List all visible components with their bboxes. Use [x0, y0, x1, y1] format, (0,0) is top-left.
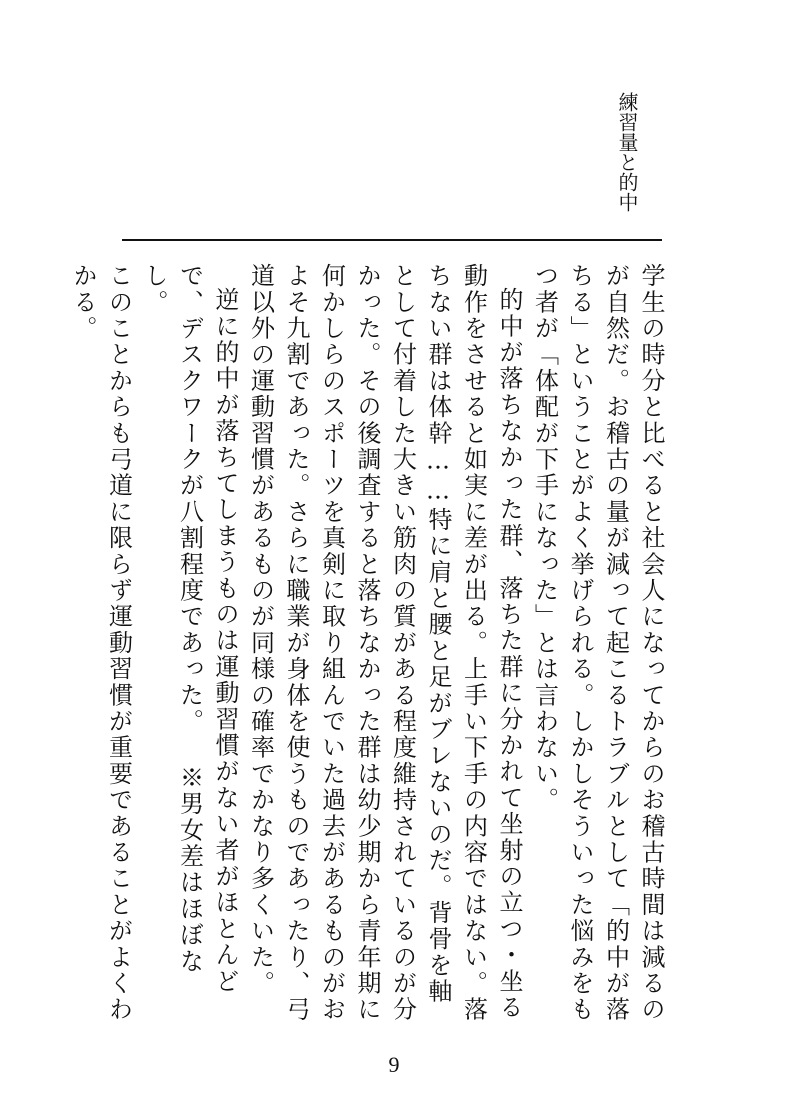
running-head: 練習量と的中	[615, 92, 639, 212]
paragraph-1: 学生の時分と比べると社会人になってからのお稽古時間は減るのが自然だ。お稽古の量が減って起こるトラブルとして「的中が落ちる」ということがよく挙げられる。しかしそういった悩みをもつ者が「体配が下手になった」とは言わない。	[530, 263, 665, 1023]
page-number: 9	[388, 1052, 400, 1077]
paragraph-4: このことからも弓道に限らず運動習慣が重要であることがよくわかる。	[69, 263, 133, 1023]
paragraph-2: 的中が落ちなかった群、落ちた群に分かれて坐射の立つ・坐る動作をさせると如実に差が出る。上手い下手の内容ではない。落ちない群は体幹……特に肩と腰と足がブレないのだ。背骨を軸として付着した大きい筋肉の質がある程度維持されているのが分かった。その後調査すると落ちなかった群は幼少期から青年期に何かしらのスポーツを真剣に取り組んでいた過去があるものがおよそ九割であった。さらに職業が身体を使うものであったり、弓道以外の運動習慣があるものが同様の確率でかなり多くいた。	[246, 263, 523, 1023]
paragraph-3: 逆に的中が落ちてしまうものは運動習慣がない者がほとんどで、デスクワークが八割程度であった。 ※男女差はほぼなし。	[140, 263, 239, 995]
header-rule	[122, 239, 662, 241]
body-text	[69, 263, 668, 1023]
